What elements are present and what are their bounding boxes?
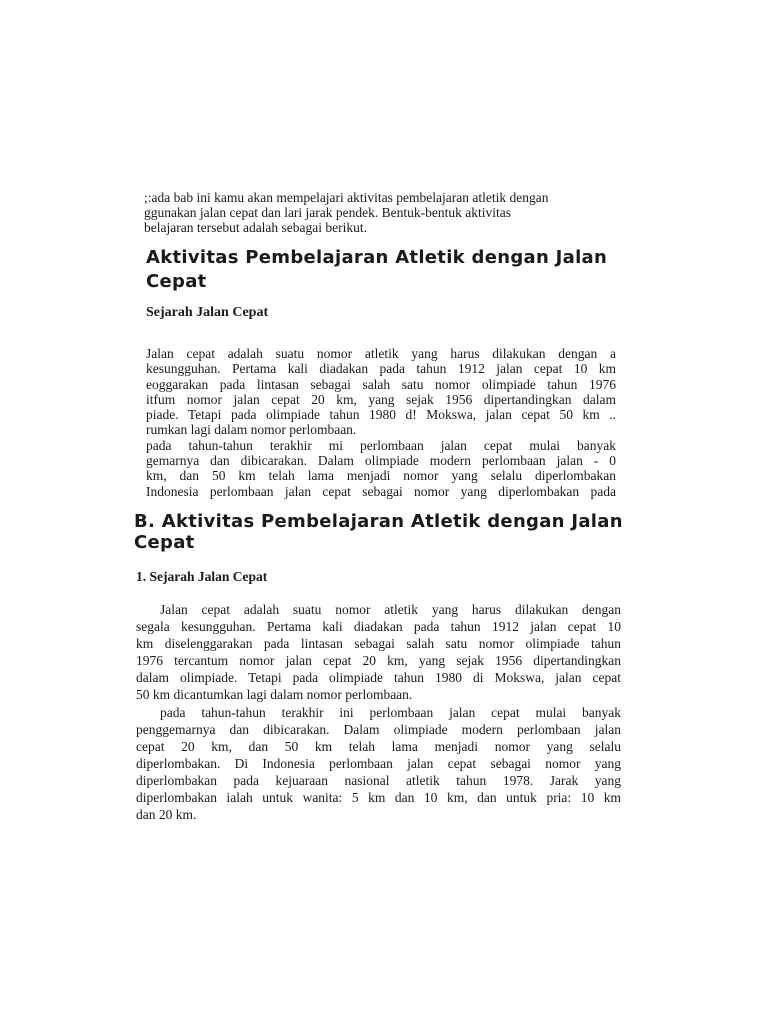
text-line: eoggarakan pada lintasan sebagai salah satu nomor olimpiade tahun 1976 <box>146 376 616 392</box>
section-b-subheading: 1. Sejarah Jalan Cepat <box>136 569 268 584</box>
text-line: piade. Tetapi pada olimpiade tahun 1980 d! Mokswa, jalan cepat 50 km .. <box>146 407 616 423</box>
text-line: rumkan lagi dalam nomor perlombaan. <box>146 422 357 438</box>
section-a-subheading: Sejarah Jalan Cepat <box>146 305 269 320</box>
text-line: 1976 tercantum nomor jalan cepat 20 km, yang sejak 1956 dipertandingkan <box>136 653 621 669</box>
text-line: km diselenggarakan pada lintasan sebagai salah satu nomor olimpiade tahun <box>136 636 621 652</box>
text-line: itfum nomor jalan cepat 20 km, yang sejak 1956 dipertandingkan dalam <box>146 391 616 407</box>
text-line: dalam olimpiade. Tetapi pada olimpiade tahun 1980 di Mokswa, jalan cepat <box>136 670 621 686</box>
section-b-heading: B. Aktivitas Pembelajaran Atletik dengan Jalan Cepat <box>134 511 623 553</box>
text-line: kesungguhan. Pertama kali diadakan pada tahun 1912 jalan cepat 10 km <box>146 361 616 377</box>
section-a-heading: Aktivitas Pembelajaran Atletik dengan Jalan Cepat <box>146 247 608 292</box>
text-line: diperlombakan ialah untuk wanita: 5 km dan 10 km, dan untuk pria: 10 km <box>136 790 621 806</box>
text-line: pada tahun-tahun terakhir mi perlombaan jalan cepat mulai banyak <box>146 437 616 453</box>
intro-line: ggunakan jalan cepat dan lari jarak pendek. Bentuk-bentuk aktivitas <box>144 205 511 220</box>
text-line: diperlombakan pada kejuaraan nasional atletik tahun 1978. Jarak yang <box>136 772 621 788</box>
intro-paragraph <box>144 190 616 235</box>
text-line: diperlombakan. Di Indonesia perlombaan jalan cepat sebagai nomor yang <box>136 755 621 771</box>
text-line: penggemarnya dan dibicarakan. Dalam olimpiade modern perlombaan jalan <box>136 721 621 737</box>
section-a-paragraph <box>146 346 616 499</box>
text-line: Indonesia perlombaan jalan cepat sebagai nomor yang diperlombakan pada <box>146 483 616 499</box>
intro-line: belajaran tersebut adalah sebagai berikut. <box>144 220 368 235</box>
intro-line: ;:ada bab ini kamu akan mempelajari aktivitas pembelajaran atletik dengan <box>144 190 549 205</box>
text-line: pada tahun-tahun terakhir ini perlombaan jalan cepat mulai banyak <box>160 704 621 720</box>
text-line: segala kesungguhan. Pertama kali diadakan pada tahun 1912 jalan cepat 10 <box>136 619 621 635</box>
text-line: cepat 20 km, dan 50 km telah lama menjadi nomor yang selalu <box>136 738 621 754</box>
text-line: Jalan cepat adalah suatu nomor atletik yang harus dilakukan dengan <box>160 602 621 617</box>
text-line: Jalan cepat adalah suatu nomor atletik yang harus dilakukan dengan a <box>146 346 616 361</box>
section-b-paragraph <box>136 601 621 823</box>
text-line: 50 km dicantumkan lagi dalam nomor perlombaan. <box>136 687 413 703</box>
text-line: km, dan 50 km telah lama menjadi nomor yang selalu diperlombakan <box>146 468 616 484</box>
text-line: dan 20 km. <box>136 807 197 823</box>
text-line: gemarnya dan dibicarakan. Dalam olimpiade modern perlombaan jalan - 0 <box>146 453 616 469</box>
